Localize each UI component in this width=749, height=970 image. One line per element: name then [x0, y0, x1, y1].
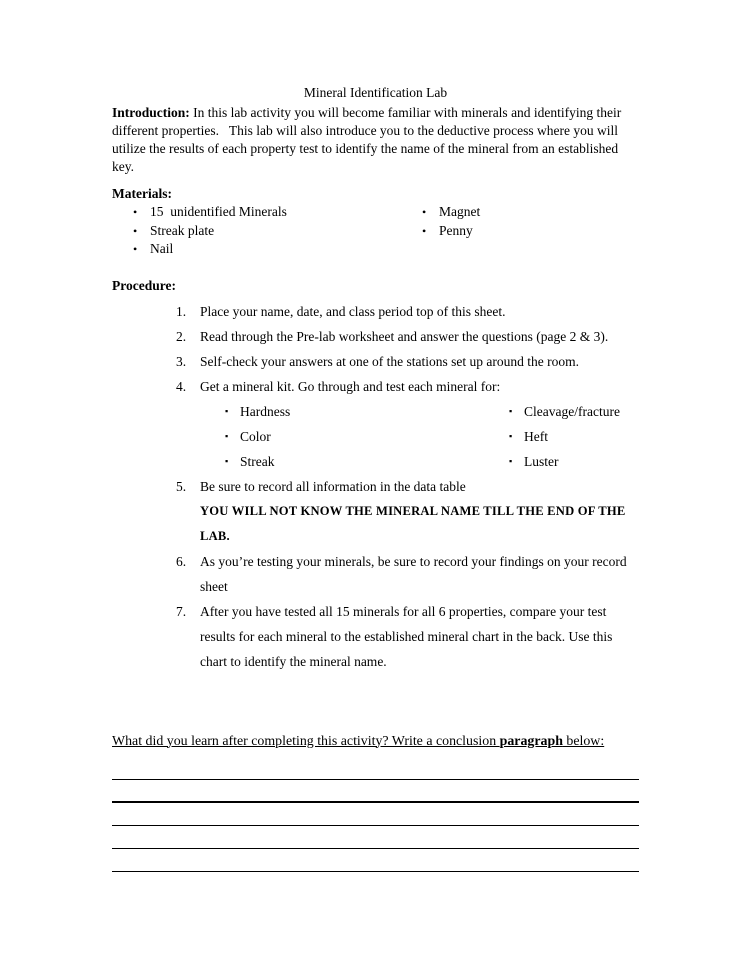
step-number: 4. [176, 378, 187, 394]
step-text: Self-check your answers at one of the stations set up around the room. [200, 353, 580, 369]
bullet-icon: • [133, 242, 138, 256]
list-item [422, 222, 480, 241]
materials-column-2 [422, 203, 480, 259]
conclusion-prompt-text [112, 734, 604, 749]
square-bullet-icon: ▪ [225, 430, 229, 441]
step-number: 6. [176, 553, 187, 569]
step-bold-note: YOU WILL NOT KNOW THE MINERAL NAME TILL THE END OF THE LAB. [200, 503, 626, 543]
introduction-label: Introduction: [112, 105, 190, 120]
list-item [133, 240, 422, 259]
introduction-text: In this lab activity you will become familiar with minerals and identifying their different properties. This lab will also introduce you to the deductive process where you will utilize the results of each property test to identify the name of the mineral from an established key. [112, 105, 625, 174]
square-bullet-icon: ▪ [509, 430, 513, 441]
test-label: Color [240, 428, 271, 444]
procedure-step-2 [112, 324, 639, 349]
step-text: Get a mineral kit. Go through and test each mineral for: [200, 378, 501, 394]
step-text: Place your name, date, and class period top of this sheet. [200, 303, 506, 319]
page-title: Mineral Identification Lab [303, 85, 448, 100]
list-item [133, 222, 422, 241]
answer-line [112, 803, 639, 826]
test-label: Cleavage/fracture [524, 403, 620, 419]
bullet-icon: • [422, 223, 427, 238]
materials-list [112, 203, 639, 259]
conclusion-prompt-bold-word: paragraph [499, 733, 563, 749]
list-item [509, 424, 620, 449]
square-bullet-icon: ▪ [225, 455, 229, 466]
tests-column-2 [509, 399, 620, 474]
material-label: Penny [439, 222, 473, 238]
test-label: Heft [524, 428, 548, 444]
procedure-step-5 [112, 474, 639, 549]
tests-column-1 [225, 399, 509, 474]
step-number: 5. [176, 478, 187, 494]
step-number: 7. [176, 603, 187, 619]
test-label: Streak [240, 453, 275, 469]
procedure-step-6 [112, 549, 639, 599]
materials-column-1 [112, 203, 422, 259]
step-text: Read through the Pre-lab worksheet and answer the questions (page 2 & 3). [200, 328, 609, 344]
square-bullet-icon: ▪ [225, 405, 229, 416]
procedure-step-7 [112, 599, 639, 674]
square-bullet-icon: ▪ [509, 455, 513, 466]
list-item [133, 203, 422, 222]
step-text: After you have tested all 15 minerals for all 6 properties, compare your test results for each mineral to the established mineral chart in the back. Use this chart to identify the mineral name. [200, 603, 613, 669]
procedure-step-4 [112, 374, 639, 399]
answer-line [112, 826, 639, 849]
list-item [422, 203, 480, 222]
test-label: Hardness [240, 403, 291, 419]
list-item [225, 424, 509, 449]
conclusion-prompt-before: What did you learn after completing this activity? Write a conclusion [112, 733, 500, 749]
square-bullet-icon: ▪ [509, 405, 513, 416]
bullet-icon: • [133, 205, 138, 219]
material-label: Streak plate [150, 222, 215, 238]
list-item [509, 399, 620, 424]
step-number: 1. [176, 303, 187, 319]
test-label: Luster [524, 453, 559, 469]
step-number: 2. [176, 328, 187, 344]
answer-line [112, 755, 639, 780]
introduction-paragraph [112, 104, 639, 176]
list-item [225, 399, 509, 424]
material-label: 15 unidentified Minerals [150, 204, 287, 219]
procedure-step-3 [112, 349, 639, 374]
step-text [200, 474, 639, 549]
step-text-line: Be sure to record all information in the data table [200, 478, 466, 494]
step-number: 3. [176, 353, 187, 369]
list-item [225, 449, 509, 474]
procedure-steps [112, 299, 639, 674]
bullet-icon: • [133, 223, 138, 238]
step-text: As you’re testing your minerals, be sure to record your findings on your record sheet [200, 553, 627, 594]
answer-line [112, 849, 639, 872]
procedure-step-1 [112, 299, 639, 324]
procedure-heading: Procedure: [112, 277, 176, 293]
mineral-tests-list [225, 399, 639, 474]
materials-heading: Materials: [112, 186, 172, 201]
bullet-icon: • [422, 205, 427, 219]
answer-line [112, 780, 639, 803]
material-label: Magnet [439, 204, 481, 219]
answer-lines [112, 755, 639, 872]
list-item [509, 449, 620, 474]
conclusion-prompt [112, 732, 639, 751]
conclusion-prompt-after: below: [562, 733, 605, 749]
material-label: Nail [150, 241, 174, 256]
